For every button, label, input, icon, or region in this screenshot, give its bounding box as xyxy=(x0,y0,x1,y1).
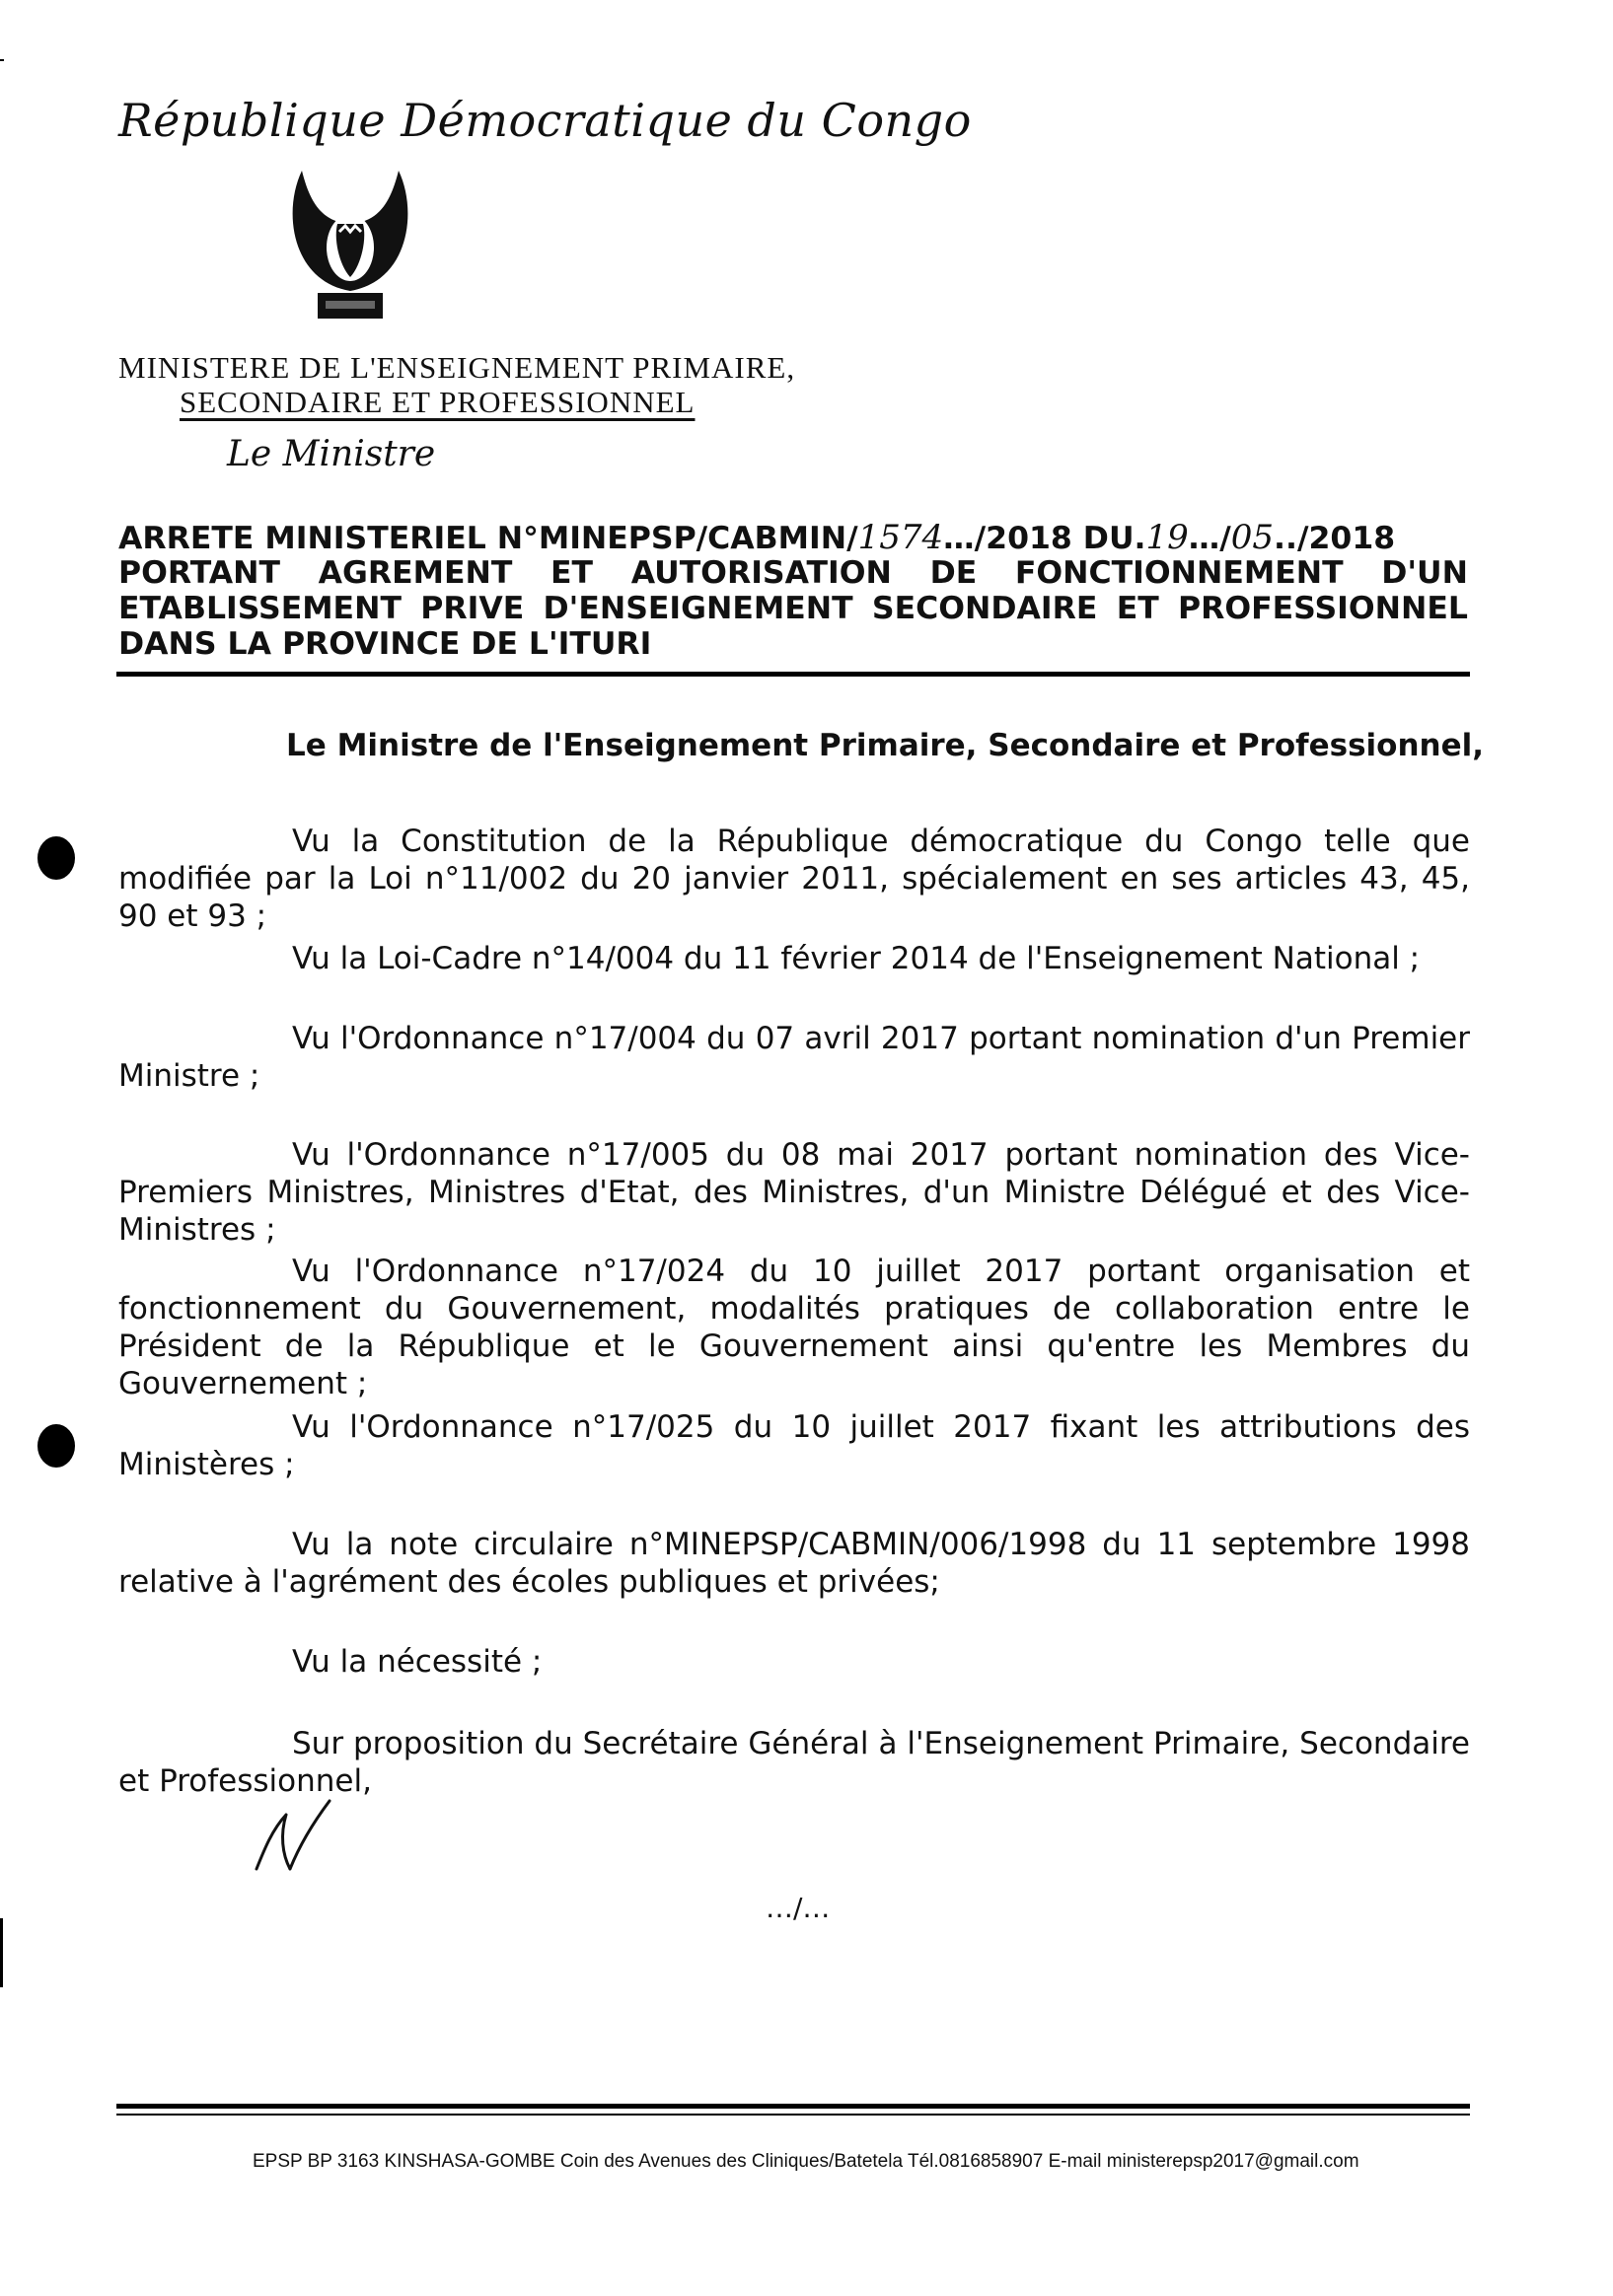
ministre-title: Le Ministre de l'Enseignement Primaire, Secondaire et Professionnel, xyxy=(286,728,1485,763)
title-word: AUTORISATION xyxy=(630,555,892,591)
title-word: SECONDAIRE xyxy=(871,591,1098,626)
arrete-reference: ARRETE MINISTERIEL N°MINEPSP/CABMIN/1574…/2018 DU.19…/05../2018 xyxy=(118,518,1396,557)
arrete-title-line4: DANS LA PROVINCE DE L'ITURI xyxy=(118,626,652,662)
paragraph-loi-cadre: Vu la Loi-Cadre n°14/004 du 11 février 2014 de l'Enseignement National ; xyxy=(292,941,1421,976)
footer-divider-thick xyxy=(116,2104,1470,2109)
title-word: AGREMENT xyxy=(318,555,513,591)
ministry-name-line1: MINISTERE DE L'ENSEIGNEMENT PRIMAIRE, xyxy=(118,350,796,385)
arrete-title-line3 xyxy=(118,591,1468,626)
title-word: FONCTIONNEMENT xyxy=(1014,555,1344,591)
arrete-title-line2 xyxy=(118,555,1468,591)
scan-mark xyxy=(0,1918,3,1987)
handwritten-day: 19 xyxy=(1145,518,1189,557)
title-word: ET xyxy=(1116,591,1159,626)
paragraph-ordonnance-17-025: Vu l'Ordonnance n°17/025 du 10 juillet 2017 fixant les attributions des Ministères ; xyxy=(118,1409,1470,1482)
handwritten-number: 1574 xyxy=(857,518,944,557)
title-word: PORTANT xyxy=(118,555,280,591)
title-word: PRIVE xyxy=(420,591,525,626)
handwritten-initials xyxy=(247,1795,335,1874)
country-header: République Démocratique du Congo xyxy=(118,94,972,147)
paragraph-necessite: Vu la nécessité ; xyxy=(292,1644,543,1680)
paragraph-ordonnance-17-024: Vu l'Ordonnance n°17/024 du 10 juillet 2017 portant organisation et fonctionnement du Gouvernement, modalités pratiques de collaboration entre le Président de la République et le Gouvernement ainsi qu'entre les Membres du Gouvernement ; xyxy=(118,1254,1470,1401)
footer-address: EPSP BP 3163 KINSHASA-GOMBE Coin des Avenues des Cliniques/Batetela Tél.0816858907 E-mail ministerepsp2017@gmail.com xyxy=(253,2151,1359,2172)
footer-divider-thin xyxy=(116,2114,1470,2116)
title-word: ET xyxy=(550,555,594,591)
handwritten-month: 05 xyxy=(1230,518,1275,557)
coat-of-arms-emblem xyxy=(288,163,412,328)
minister-heading: Le Ministre xyxy=(227,434,436,474)
title-word: D'UN xyxy=(1381,555,1468,591)
title-word: D'ENSEIGNEMENT xyxy=(543,591,853,626)
punch-hole-mark xyxy=(37,1424,75,1468)
paragraph-note-circulaire: Vu la note circulaire n°MINEPSP/CABMIN/006/1998 du 11 septembre 1998 relative à l'agrément des écoles publiques et privées; xyxy=(118,1527,1470,1600)
title-divider xyxy=(116,672,1470,677)
scan-mark xyxy=(0,59,4,61)
paragraph-proposition: Sur proposition du Secrétaire Général à l'Enseignement Primaire, Secondaire et Professionnel, xyxy=(118,1726,1470,1799)
paragraph-ordonnance-17-004: Vu l'Ordonnance n°17/004 du 07 avril 2017 portant nomination d'un Premier Ministre ; xyxy=(118,1021,1470,1094)
paragraph-constitution: Vu la Constitution de la République démocratique du Congo telle que modifiée par la Loi n°11/002 du 20 janvier 2011, spécialement en ses articles 43, 45, 90 et 93 ; xyxy=(118,824,1470,934)
paragraph-ordonnance-17-005: Vu l'Ordonnance n°17/005 du 08 mai 2017 portant nomination des Vice-Premiers Ministres, Ministres d'Etat, des Ministres, d'un Ministre Délégué et des Vice-Ministres ; xyxy=(118,1137,1470,1248)
continuation-mark: …/… xyxy=(766,1892,831,1924)
arrete-reference-line xyxy=(118,520,1468,555)
title-word: DE xyxy=(929,555,978,591)
arrete-title xyxy=(118,520,1468,662)
ministry-name-line2: SECONDAIRE ET PROFESSIONNEL xyxy=(180,385,696,419)
title-word: ETABLISSEMENT xyxy=(118,591,402,626)
title-word: PROFESSIONNEL xyxy=(1178,591,1468,626)
punch-hole-mark xyxy=(37,836,75,880)
